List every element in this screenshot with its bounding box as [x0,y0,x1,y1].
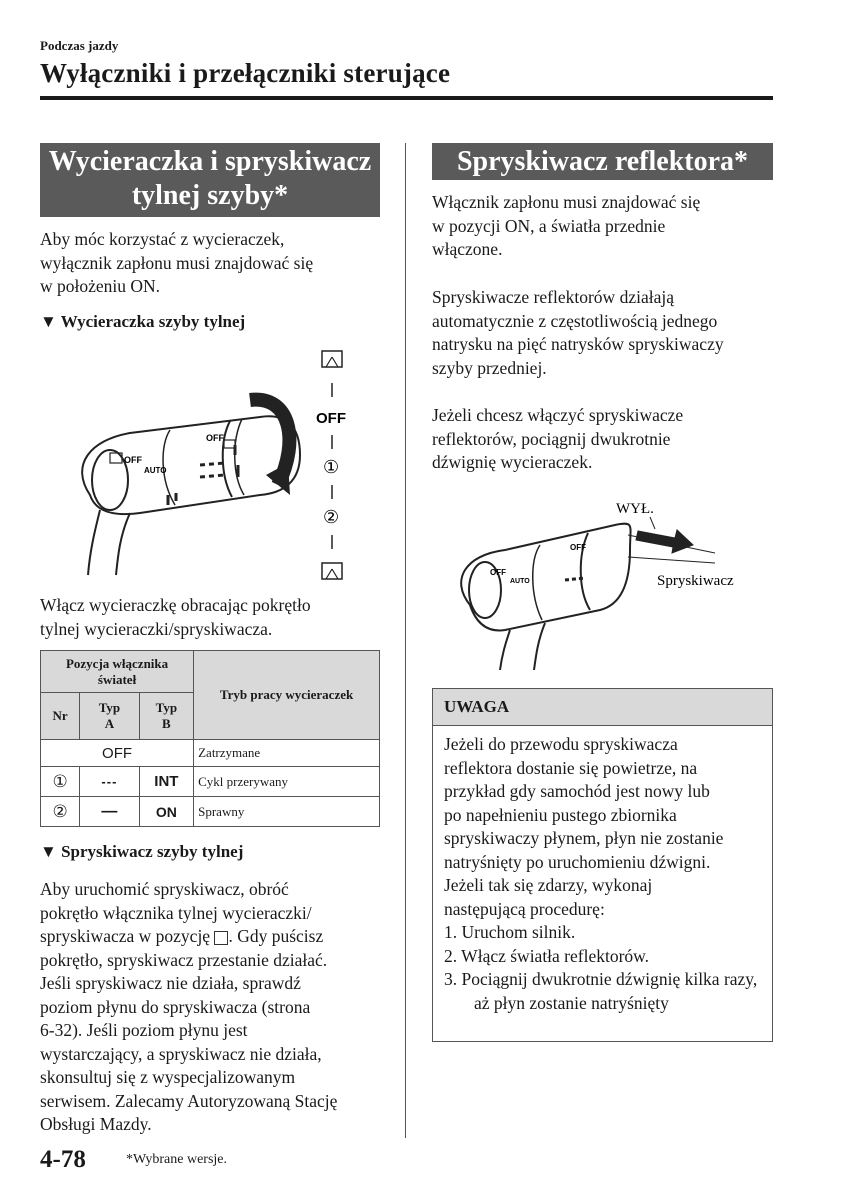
lever-off-text: OFF [124,455,142,465]
p1-line: w pozycji ON, a światła przednie [432,215,666,236]
off-label: WYŁ. [616,501,654,517]
notice-step: 3. Pociągnij dwukrotnie dźwignię kilka razy, aż płyn zostanie natryśnięty [444,969,758,1013]
rear-washer-heading: ▼ Spryskiwacz szyby tylnej [40,842,244,861]
intro-line: w położeniu ON. [40,276,161,296]
scale-pos2: ② [323,507,340,528]
type-b-line2: B [162,716,171,731]
washer-text-line: Obsługi Mazdy. [40,1114,152,1134]
chapter-title: Wyłączniki i przełączniki sterujące [40,58,451,88]
washer-text-line: Jeśli spryskiwacz nie działa, sprawdź [40,973,301,993]
notice-line: przykład gdy samochód jest nowy lub [444,781,710,801]
intro-line: wyłącznik zapłonu musi znajdować się [40,252,314,273]
cell-mode: Zatrzymane [194,740,380,767]
notice-step: 2. Włącz światła reflektorów. [444,945,650,966]
scale-off-label: OFF [316,410,346,427]
headlight-washer-lever-diagram [450,495,760,670]
section-label: Podczas jazdy [40,38,119,53]
notice-heading: UWAGA [433,689,772,726]
cell-type-a: --- [80,767,139,797]
cell-off: OFF [41,740,194,767]
table-row [41,797,380,827]
rear-wiper-title [40,143,380,217]
cell-mode: Sprawny [194,797,380,827]
notice-line: następującą procedurę: [444,898,605,919]
type-a-line1: Typ [98,700,121,715]
washer-text-part: . Gdy puścisz [228,926,324,946]
header-type-b [139,693,193,740]
rear-wiper-turn-text [40,594,380,641]
notice-box [432,688,773,1042]
lever-off2-text: OFF [206,433,224,443]
notice-steps [444,921,761,1015]
footnote: *Wybrane wersje. [126,1152,228,1167]
washer-text-line: pokrętło włącznika tylnej wycieraczki/ [40,902,312,923]
header-switch-line1: Pozycja włącznika [65,655,169,671]
notice-line: reflektora dostanie się powietrze, na [444,757,698,778]
notice-line: natryśnięty po uruchomieniu dźwigni. [444,851,711,872]
p1-line: Włącznik zapłonu musi znajdować się [432,192,701,212]
rear-wiper-intro [40,228,380,299]
rear-wiper-title-line2: tylnej szyby* [131,179,289,211]
notice-step: 1. Uruchom silnik. [444,922,576,942]
headlight-p3 [432,404,773,475]
washer-text-line: serwisem. Zalecamy Autoryzowaną Stację [40,1090,338,1111]
headlight-p1 [432,191,773,262]
lever-off2-text: OFF [570,543,586,552]
type-b-line1: Typ [155,700,178,715]
headlight-p2 [432,286,777,380]
p2-line: szyby przedniej. [432,357,547,378]
intro-line: Aby móc korzystać z wycieraczek, [40,229,285,249]
washer-text-part: spryskiwacza w pozycję [40,926,211,946]
washer-icon [214,931,228,945]
table-row [41,767,380,797]
headlight-washer-title: Spryskiwacz reflektora* [432,143,773,180]
p1-line: włączone. [432,239,503,259]
washer-icon-bottom [322,563,342,579]
lever-auto-text: AUTO [144,466,167,475]
cell-nr: ② [41,797,80,827]
table-row [41,740,380,767]
header-type-a [80,693,139,740]
notice-line: po napełnieniu pustego zbiornika [444,804,677,825]
page-number: 4-78 [40,1146,86,1173]
notice-line: Jeżeli do przewodu spryskiwacza [444,734,678,754]
washer-text-line: wystarczający, a spryskiwacz nie działa, [40,1043,322,1064]
lever-off-text: OFF [490,568,506,577]
pull-arrow [636,530,693,553]
p2-line: automatycznie z częstotliwością jednego [432,310,718,331]
rear-wiper-title-line1: Wycieraczka i spryskiwacz [48,146,372,177]
notice-line: Jeżeli tak się zdarzy, wykonaj [444,875,653,895]
cell-mode: Cykl przerywany [194,767,380,797]
washer-label: Spryskiwacz [657,573,734,589]
p3-line: reflektorów, pociągnij dwukrotnie [432,428,671,449]
rear-wiper-lever-diagram [60,345,360,585]
header-nr: Nr [41,693,80,740]
washer-text-line: Aby uruchomić spryskiwacz, obróć [40,879,289,899]
p2-line: Spryskiwacze reflektorów działają [432,287,674,307]
washer-text-line [40,925,390,949]
washer-text-line: pokrętło, spryskiwacz przestanie działać. [40,949,328,970]
notice-body [433,726,772,1022]
lever-auto-text: AUTO [510,578,530,585]
notice-line: spryskiwaczy płynem, płyn nie zostanie [444,828,724,848]
p3-line: Jeżeli chcesz włączyć spryskiwacze [432,405,684,425]
washer-icon-top [322,351,342,367]
turn-text-line: Włącz wycieraczkę obracając pokrętło [40,595,311,615]
turn-text-line: tylnej wycieraczki/spryskiwacza. [40,618,273,639]
wiper-modes-table [40,650,380,827]
scale-pos1: ① [323,457,340,478]
header-switch-line2: świateł [97,671,137,687]
washer-text-line: poziom płynu do spryskiwacza (strona [40,996,311,1017]
chapter-rule [40,96,773,100]
cell-type-a: — [80,797,139,827]
washer-text-line: skonsultuj się z wyspecjalizowanym [40,1067,296,1087]
column-divider [405,143,406,1138]
header-wiper-mode: Tryb pracy wycieraczek [194,651,380,740]
cell-type-b: ON [139,797,193,827]
rear-wiper-heading: ▼ Wycieraczka szyby tylnej [40,312,246,331]
wiper-positions-scale [316,351,346,579]
cell-nr: ① [41,767,80,797]
type-a-line2: A [104,716,115,731]
header-switch-position [41,651,194,693]
cell-type-b: INT [139,767,193,797]
rear-washer-text [40,878,390,1137]
p3-line: dźwignię wycieraczek. [432,452,593,472]
p2-line: natrysku na pięć natrysków spryskiwaczy [432,334,724,354]
washer-text-line: 6-32). Jeśli poziom płynu jest [40,1020,248,1040]
